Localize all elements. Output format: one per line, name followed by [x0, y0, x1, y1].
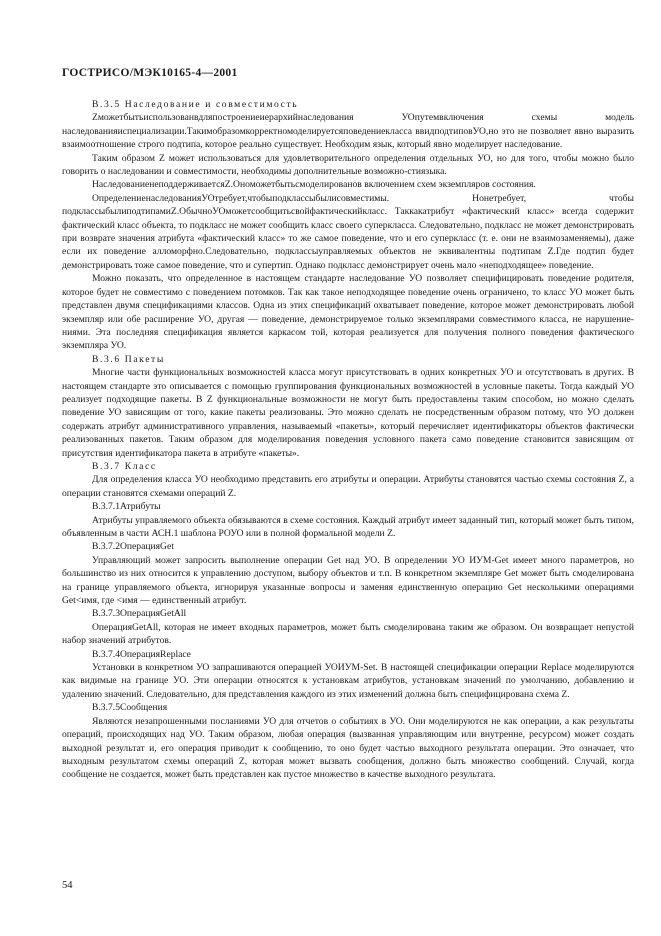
body-paragraph: Таким образом Z может использоваться для удовлетворительного определения отдельных УО, но для того, чтобы можно было говорить о наследовании и совместимости, необходимы дополнительные возможно-стиязыка. — [62, 152, 634, 178]
body-paragraph: ОперацияGetAll, которая не имеет входных параметров, может быть смоделирована таким же образом. Он возвращает непустой набор значений атрибутов. — [62, 621, 634, 647]
subsection-heading: В.3.7.1Атрибуты — [92, 501, 161, 513]
body-paragraph: Атрибуты управляемого объекта обязываются в схеме состояния. Каждый атрибут имеет заданный тип, который может быть типом, объявленным в части АСН.1 шаблона РОУО или в полной формальной модели Z. — [62, 514, 634, 539]
document-body — [62, 98, 634, 782]
section-heading: В.3.5 Наследование и совместимость — [92, 99, 299, 110]
subsection-heading: В.3.7.2ОперацияGet — [92, 541, 174, 553]
subsection-heading: В.3.7.4ОперацияReplace — [92, 648, 191, 660]
section-heading: В.3.6 Пакеты — [92, 353, 165, 365]
subsection-heading: В.3.7.3ОперацияGetAll — [92, 608, 187, 620]
section-heading: В.3.7 Класс — [92, 460, 157, 472]
body-paragraph: Являются незапрошенными посланиями УО для отчетов о событиях в УО. Они моделируются не как операции, а как результаты операций, происходящих над УО. Таким образом, любая операция (вызванная управляющим или внутренне, ресурсом) может создать выходной результат и, его операция приводит к сообщению, то оно будет частью выходного результата операции. Это означает, что выходным результатом схемы операций Z, которая может вызвать сообщения, должно быть множество сообщений. Случай, когда сообщение не создается, может быть представлен как пустое множество в качестве выходного результата. — [62, 715, 634, 781]
subsection-heading: В.3.7.5Сообщения — [92, 702, 168, 714]
body-paragraph: НаследованиенеподдерживаетсяZ.Ономожетбытьсмоделированов включением схем экземпляров состояния. — [92, 179, 536, 191]
body-paragraph: Для определения класса УО необходимо представить его атрибуты и операции. Атрибуты становятся частью схемы состояния Z, а операции становятся схемами операций Z. — [62, 474, 634, 499]
document-header: ГОСТРИСО/МЭК10165-4—2001 — [62, 67, 238, 79]
body-paragraph: Можно показать, что определенное в настоящем стандарте наследование УО позволяет специфицировать поведение родителя, которое будет не совместимо с поведением потомков. Так как такое неподходящее поведение очень ограничено, то класс УО может быть представлен двумя спецификациями классов. Одна из этих спецификаций охватывает поведение, которое может демонстрировать любой экземпляр или обе расширение УО, другая — поведение, демонстрируемое только экземплярами совместимого класса, не нарушение-ниями. Эта последняя спецификация является каркасом той, которая реализуется для получения полного поведения фактического экземпляра УО. — [62, 273, 634, 352]
body-paragraph: Управляющий может запросить выполнение операции Get над УО. В определении УО ИУМ-Get имеет много параметров, но большинство из них относится к управлению доступом, выбору объектов и т.п. В конкретном экземпляре Get может быть смоделирована на границе управляемого объекта, игнорируя указанные вопросы и заменяя единственную операцию Get несколькими операциями Get<имя, где <имя — единственный атрибут. — [62, 554, 634, 607]
body-paragraph: Установки в конкретном УО запрашиваются операцией УОИУМ-Set. В настоящей спецификации операции Replace моделируются как видимые на границе УО. Эти операции относятся к установкам атрибутов, установкам значений по умолчанию, добавлению и удалению значений. Следовательно, для представления каждого из этих изменений должна быть специфицирована схема Z. — [62, 662, 634, 700]
body-paragraph: Многие части функциональных возможностей класса могут присутствовать в одних конкретных УО и отсутствовать в других. В настоящем стандарте это описывается с помощью группирования функциональных возможностей в условные пакеты. Тогда каждый УО реализует подходящие пакеты. В Z функциональные возможности не могут быть предоставлены таким способом, но можно сделать поведение УО зависящим от того, какие пакеты реализованы. Это можно сделать не посредственным образом потому, что УО должен содержать атрибут административного управления, называемый «пакеты», который перечисляет идентификаторы объектов фактически реализованных пакетов. Таким образом для моделирования поведения условного пакета само поведение становится зависящим от присутствия идентификатора пакета в атрибуте «пакеты». — [62, 367, 634, 459]
page-number: 54 — [62, 880, 73, 891]
body-paragraph: Zможетбытьиспользованвдляпостроениеиерархийнаследования УОпутемвключения схемы модель наследованияиспециализации.Такимобразомкорректномоделируетсяповедениекласса ввидподтиповУО,но это не позволяет явно выразить взаимоотношение строго подтипа, которое реально существует. Необходим язык, который явно моделирует наследование. — [62, 112, 634, 151]
body-paragraph: ОпределениенаследованияУОтребует,чтобыподклассыбылисовместимы. Нонетребует, чтобы подклассыбылиподтипамиZ.ОбычноУОможетсообщитьсвойфактическийкласс. Таккакатрибут «фактический класс» всегда содержит фактический класс объекта, то подкласс не может сообщить класс своего суперкласса. Следовательно, подкласс не может демонстрировать при возврате значения атрибута «фактический класс» то же самое поведение, что и его суперкласс (т. е. они не взаимозаменяемы), даже если их поведение алломорфно.Следовательно, подклассыуправляемых объектов не эквивалентны подтипам Z.Где подтип будет демонстрировать тоже самое поведение, что и супертип. Однако подкласс демонстрирует очень мало «неподходящее» поведение. — [62, 192, 634, 271]
